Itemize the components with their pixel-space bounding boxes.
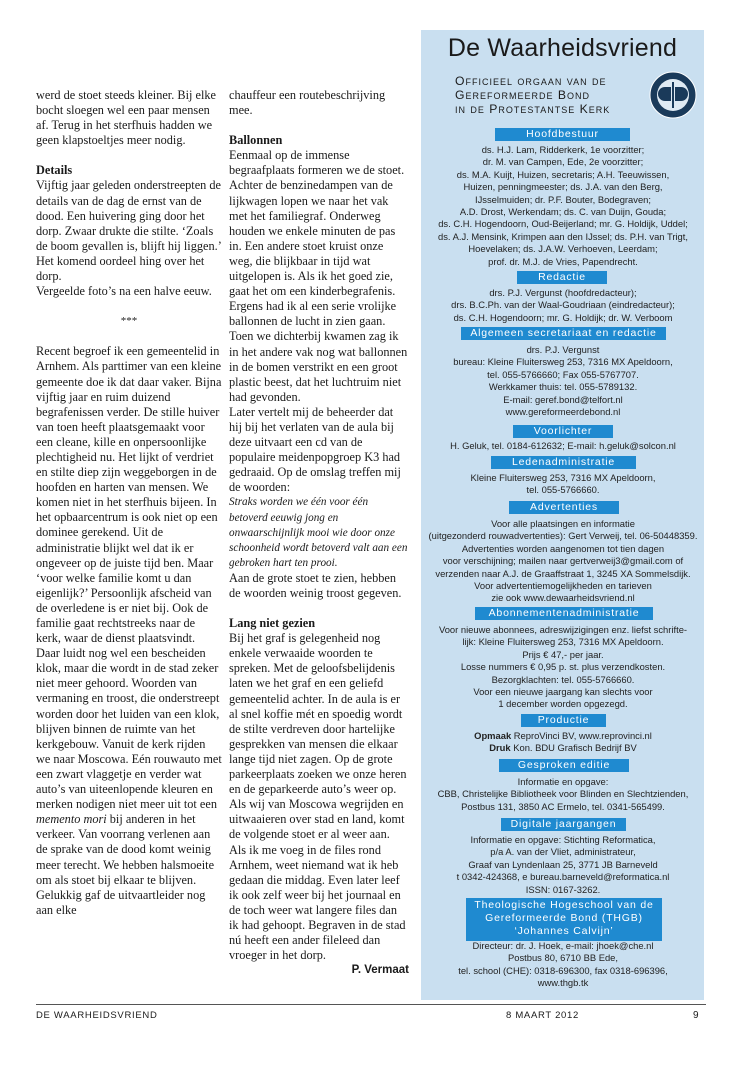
colophon-line: Informatie en opgave: bbox=[517, 776, 609, 787]
paragraph: werd de stoet steeds kleiner. Bij elke bocht sloegen wel een paar mensen af. Terug in het sterfhuis hadden we geen klapstoeltjes meer nodig. bbox=[36, 88, 216, 148]
section-body-digitale-jaargangen bbox=[425, 834, 701, 896]
paragraph: Aan de grote stoet te zien, hebben de woorden weinig troost gegeven. bbox=[229, 570, 402, 600]
colophon-line: H. Geluk, tel. 0184-612632; E-mail: h.geluk@solcon.nl bbox=[450, 440, 676, 451]
section-heading-algemeen-secretariaat-en-redactie: Algemeen secretariaat en redactie bbox=[461, 327, 666, 340]
subheading-ballonnen: Ballonnen bbox=[229, 133, 283, 148]
section-body-theologische-hogeschool-van-de bbox=[425, 940, 701, 990]
colophon-line: Voor een nieuwe jaargang kan slechts voor bbox=[473, 686, 653, 698]
section-heading-line: Theologische Hogeschool van de bbox=[474, 899, 654, 911]
song-quote: Straks worden we één voor één betoverd eeuwig jong en onwaarschijnlijk mooi wie door onze schoonheid wordt betoverd valt aan een gebroken hart ten prooi. bbox=[229, 496, 408, 569]
section-heading-line: ‘Johannes Calvijn’ bbox=[514, 925, 614, 937]
colophon-line: t 0342-424368, e bureau.barneveld@reformatica.nl bbox=[456, 871, 670, 883]
colophon-line: Opmaak ReproVinci BV, www.reprovinci.nl bbox=[474, 730, 652, 741]
colophon-line: Hoevelaken; ds. J.A.W. Verhoeven, Leerdam; bbox=[468, 243, 658, 255]
colophon-line: CBB, Christelijke Bibliotheek voor Blinden en Slechtzienden, bbox=[437, 788, 689, 800]
colophon-line: Druk Kon. BDU Grafisch Bedrijf BV bbox=[489, 742, 637, 754]
subheading-details: Details bbox=[36, 163, 73, 178]
footer-publication: DE WAARHEIDSVRIEND bbox=[36, 1010, 158, 1021]
footer-date: 8 MAART 2012 bbox=[506, 1010, 580, 1021]
page-number: 9 bbox=[693, 1010, 700, 1021]
section-heading-theologische-hogeschool-van-de bbox=[466, 898, 662, 941]
colophon-line: Postbus 80, 6710 BB Ede, bbox=[508, 952, 618, 964]
colophon-line: drs. P.J. Vergunst (hoofdredacteur); bbox=[489, 287, 637, 298]
colophon-line: zie ook www.dewaarheidsvriend.nl bbox=[491, 592, 635, 604]
section-body-gesproken-editie bbox=[425, 776, 701, 813]
section-heading-productie: Productie bbox=[521, 714, 606, 727]
colophon-line: tel. school (CHE): 0318-696300, fax 0318-696396, bbox=[458, 964, 668, 976]
section-heading-abonnementenadministratie: Abonnementenadministratie bbox=[475, 607, 653, 620]
paragraph: Recent begroef ik een gemeentelid in Arnhem. Als parttimer van een kleine gemeente doe ik dat daar vaker. Bijna vijftig jaar en ruim duizend begrafenissen verder. De stille huiver van toen heeft plaatsgemaakt voor een cleane, kille en onpersoonlijke plechtigheid nu. Het lijkt of verdriet en stilte diep zijn weggeborgen in de hoofden en harten van mensen. We komen niet in het sterfhuis bijeen. In het opbaarcentrum is ook niet op een dominee gerekend. Uit de administratie blijkt wel dat ik er ongeveer op de juiste tijd ben. Maar ‘voor welke familie komt u dan eigenlijk?’ Persoonlijk afscheid van de overledene is er niet bij. Ook de familie gaat rechtstreeks naar de kerk, waar de dienst plaatsvindt. Daar luidt nog wel een bescheiden klok, maar die wordt in de stad zeker niet meer gehoord. Woorden van vermaning en troost, die onderstreept worden door het luiden van een klok, blijven binnen de ruimte van het kerkgebouw. Vanuit de kerk rijden we naar Moscowa. Eén rouwauto met een zwart vlaggetje en verder wat auto’s van uiteenlopende kleuren en merken nodigen niet meer uit tot een memento mori bij anderen in het verkeer. Van voorrang verlenen aan de sprake van de dood komt weinig meer terecht. We hebben halsmoeite om als stoet bij elkaar te blijven. Gelukkig gaf de uitvaartleider nog aan elke bbox=[36, 344, 222, 917]
paragraph: Als ik me voeg in de files rond Arnhem, weet niemand wat ik heb gedaan die middag. Even later leef ik ook zelf weer bij het journaal en de toch weer wat langere files dan ik had gehoopt. Begraven in de stad nú heeft een ander fileleed dan vroeger in het dorp. bbox=[229, 842, 406, 963]
colophon-line: Directeur: dr. J. Hoek, e-mail: jhoek@che.nl bbox=[472, 940, 654, 951]
colophon-line: Werkkamer thuis: tel. 055-5789132. bbox=[488, 381, 638, 393]
colophon-line: tel. 055-5766660. bbox=[526, 484, 600, 496]
colophon-line: Informatie en opgave: Stichting Reformatica, bbox=[470, 834, 656, 845]
paragraph: Vergeelde foto’s na een halve eeuw. bbox=[36, 284, 212, 299]
paragraph: Later vertelt mij de beheerder dat hij bij het verlaten van de aula bij deze uitvaart een cd van de populaire meidenpopgroep K3 had gedraaid. Op de omslag treffen mij de woorden: bbox=[229, 404, 401, 495]
colophon-line: drs. P.J. Vergunst bbox=[526, 344, 600, 355]
section-heading-line: Gereformeerde Bond (THGB) bbox=[485, 912, 643, 924]
section-heading-voorlichter: Voorlichter bbox=[513, 425, 613, 438]
section-heading-gesproken-editie: Gesproken editie bbox=[499, 759, 629, 772]
paragraph: chauffeur een routebeschrijving mee. bbox=[229, 88, 386, 118]
section-body-algemeen-secretariaat-en-redactie bbox=[425, 344, 701, 418]
colophon-line: lijk: Kleine Fluitersweg 253, 7316 MX Apeldoorn. bbox=[462, 636, 664, 648]
colophon-line: ds. A.J. Mensink, Krimpen aan den IJssel; ds. P.H. van Trigt, bbox=[438, 230, 688, 242]
section-heading-ledenadministratie: Ledenadministratie bbox=[491, 456, 636, 469]
colophon-line: IJsselmuiden; dr. P.F. Bouter, Bodegraven; bbox=[475, 193, 651, 205]
latin-phrase: memento mori bbox=[36, 812, 107, 827]
article-column-2 bbox=[229, 88, 409, 978]
colophon-line: ds. C.H. Hogendoorn, Oud-Beijerland; mr. G. Holdijk, Uddel; bbox=[438, 218, 688, 230]
subheading-lang-niet-gezien: Lang niet gezien bbox=[229, 616, 316, 631]
colophon-line: dr. M. van Campen, Ede, 2e voorzitter; bbox=[482, 156, 644, 168]
colophon-line: drs. B.C.Ph. van der Waal-Goudriaan (eindredacteur); bbox=[451, 299, 675, 311]
paragraph: Eenmaal op de immense begraafplaats formeren we de stoet. Achter de benzinedampen van de lijkwagen lopen we naar het vak met het familiegraf. Onderweg houden we enkele minuten de pas in. Een andere stoet kruist onze weg, die blijkbaar in tijd wat uitgelopen is. Als ik het goed zie, gaat het om een kinderbegrafenis. Ergens had ik al een serie vrolijke ballonnen de lucht in zien gaan. Toen we dichterbij kwamen zag ik in het andere vak nog wat ballonnen in de bomen verstrikt en een groot plastic beest, dat het luchtruim niet had gevonden. bbox=[229, 148, 408, 404]
colophon-line: Voor advertentiemogelijkheden en tarieven bbox=[474, 580, 652, 592]
paragraph: Vijftig jaar geleden onderstreepten de details van de dag de ernst van de dood. Een huivering ging door het dorp. Zwaar drukte die stilte. ‘Zoals de boom gevallen is, blijft hij liggen.’ Het komend oordeel hing over het dorp. bbox=[36, 178, 221, 284]
masthead-subtitle: Officieel orgaan van de Gereformeerde Bond in de Protestantse Kerk bbox=[455, 74, 611, 117]
colophon-line: ISSN: 0167-3262. bbox=[525, 883, 601, 895]
colophon-line: ds. C.H. Hogendoorn; mr. G. Holdijk; dr. W. Verboom bbox=[453, 311, 673, 323]
colophon-line: Losse nummers € 0,95 p. st. plus verzendkosten. bbox=[460, 661, 666, 673]
colophon-line: www.gereformeerdebond.nl bbox=[505, 406, 621, 418]
section-body-abonnementenadministratie bbox=[425, 624, 701, 711]
section-body-redactie bbox=[425, 287, 701, 324]
colophon-line: Prijs € 47,- per jaar. bbox=[522, 648, 604, 660]
colophon-line: A.D. Drost, Werkendam; ds. C. van Duijn, Gouda; bbox=[459, 206, 667, 218]
section-heading-redactie: Redactie bbox=[517, 271, 607, 284]
article-column-1 bbox=[36, 88, 222, 918]
colophon-line: Kleine Fluitersweg 253, 7316 MX Apeldoorn, bbox=[470, 472, 656, 483]
section-heading-digitale-jaargangen: Digitale jaargangen bbox=[501, 818, 626, 831]
colophon-line: Advertenties worden aangenomen tot tien dagen bbox=[461, 542, 665, 554]
section-body-hoofdbestuur bbox=[425, 144, 701, 268]
colophon-line: Voor alle plaatsingen en informatie bbox=[491, 518, 635, 529]
colophon-line: ds. M.A. Kuijt, Huizen, secretaris; A.H. Teeuwissen, bbox=[456, 168, 670, 180]
colophon-line: Bezorgklachten: tel. 055-5766660. bbox=[491, 673, 635, 685]
colophon-line: ds. H.J. Lam, Ridderkerk, 1e voorzitter; bbox=[481, 144, 645, 155]
section-divider-stars: *** bbox=[120, 315, 138, 328]
colophon-line: www.thgb.tk bbox=[537, 977, 589, 989]
colophon-line: verzenden naar A.J. de Graaffstraat 1, 3245 XA Sommelsdijk. bbox=[435, 567, 691, 579]
colophon-line: Graaf van Lyndenlaan 25, 3771 JB Barneveld bbox=[468, 858, 658, 870]
section-heading-hoofdbestuur: Hoofdbestuur bbox=[495, 128, 630, 141]
colophon-line: Huizen, penningmeester; ds. J.A. van den Berg, bbox=[463, 181, 663, 193]
section-body-advertenties bbox=[425, 518, 701, 605]
section-body-ledenadministratie bbox=[425, 472, 701, 497]
colophon-sidebar bbox=[421, 30, 704, 1000]
section-body-productie bbox=[425, 730, 701, 755]
colophon-line: Postbus 131, 3850 AC Ermelo, tel. 0341-565499. bbox=[461, 800, 665, 812]
colophon-line: Voor nieuwe abonnees, adreswijzigingen enz. liefst schrifte- bbox=[438, 624, 688, 635]
author-byline: P. Vermaat bbox=[351, 964, 409, 977]
section-body-voorlichter bbox=[425, 440, 701, 452]
colophon-line: bureau: Kleine Fluitersweg 253, 7316 MX Apeldoorn, bbox=[453, 356, 673, 368]
colophon-line: tel. 055-5766660; Fax 055-5767707. bbox=[487, 368, 639, 380]
colophon-line: voor verschijning; mailen naar gertverweij3@gmail.com of bbox=[442, 555, 684, 567]
masthead-title: De Waarheidsvriend bbox=[447, 34, 678, 62]
paragraph: Bij het graf is gelegenheid nog enkele verwaaide woorden te spreken. Met de geloofsbelijdenis laten we het graf en een geliefd gemeentelid achter. In de aula is er al snel koffie mét en spoedig wordt de stilte verdreven door hartelijke gesprekken van mensen die elkaar lange tijd niet zagen. Op de grote parkeerplaats zoeken we onze heren en de geparkeerde auto’s weer op. Als wij van Moscowa wegrijden en uitwaaieren over stad en land, komt de volgende stoet er al weer aan. bbox=[229, 631, 407, 842]
colophon-line: 1 december worden opgezegd. bbox=[498, 698, 628, 710]
section-heading-advertenties: Advertenties bbox=[509, 501, 619, 514]
colophon-line: E-mail: geref.bond@telfort.nl bbox=[503, 393, 623, 405]
colophon-line: (uitgezonderd rouwadvertenties): Gert Verweij, tel. 06-50448359. bbox=[428, 530, 698, 542]
colophon-line: prof. dr. M.J. de Vries, Papendrecht. bbox=[488, 255, 638, 267]
colophon-line: p/a A. van der Vliet, administrateur, bbox=[490, 846, 636, 858]
seal-emblem-icon bbox=[648, 70, 698, 120]
footer-rule bbox=[36, 1004, 706, 1005]
